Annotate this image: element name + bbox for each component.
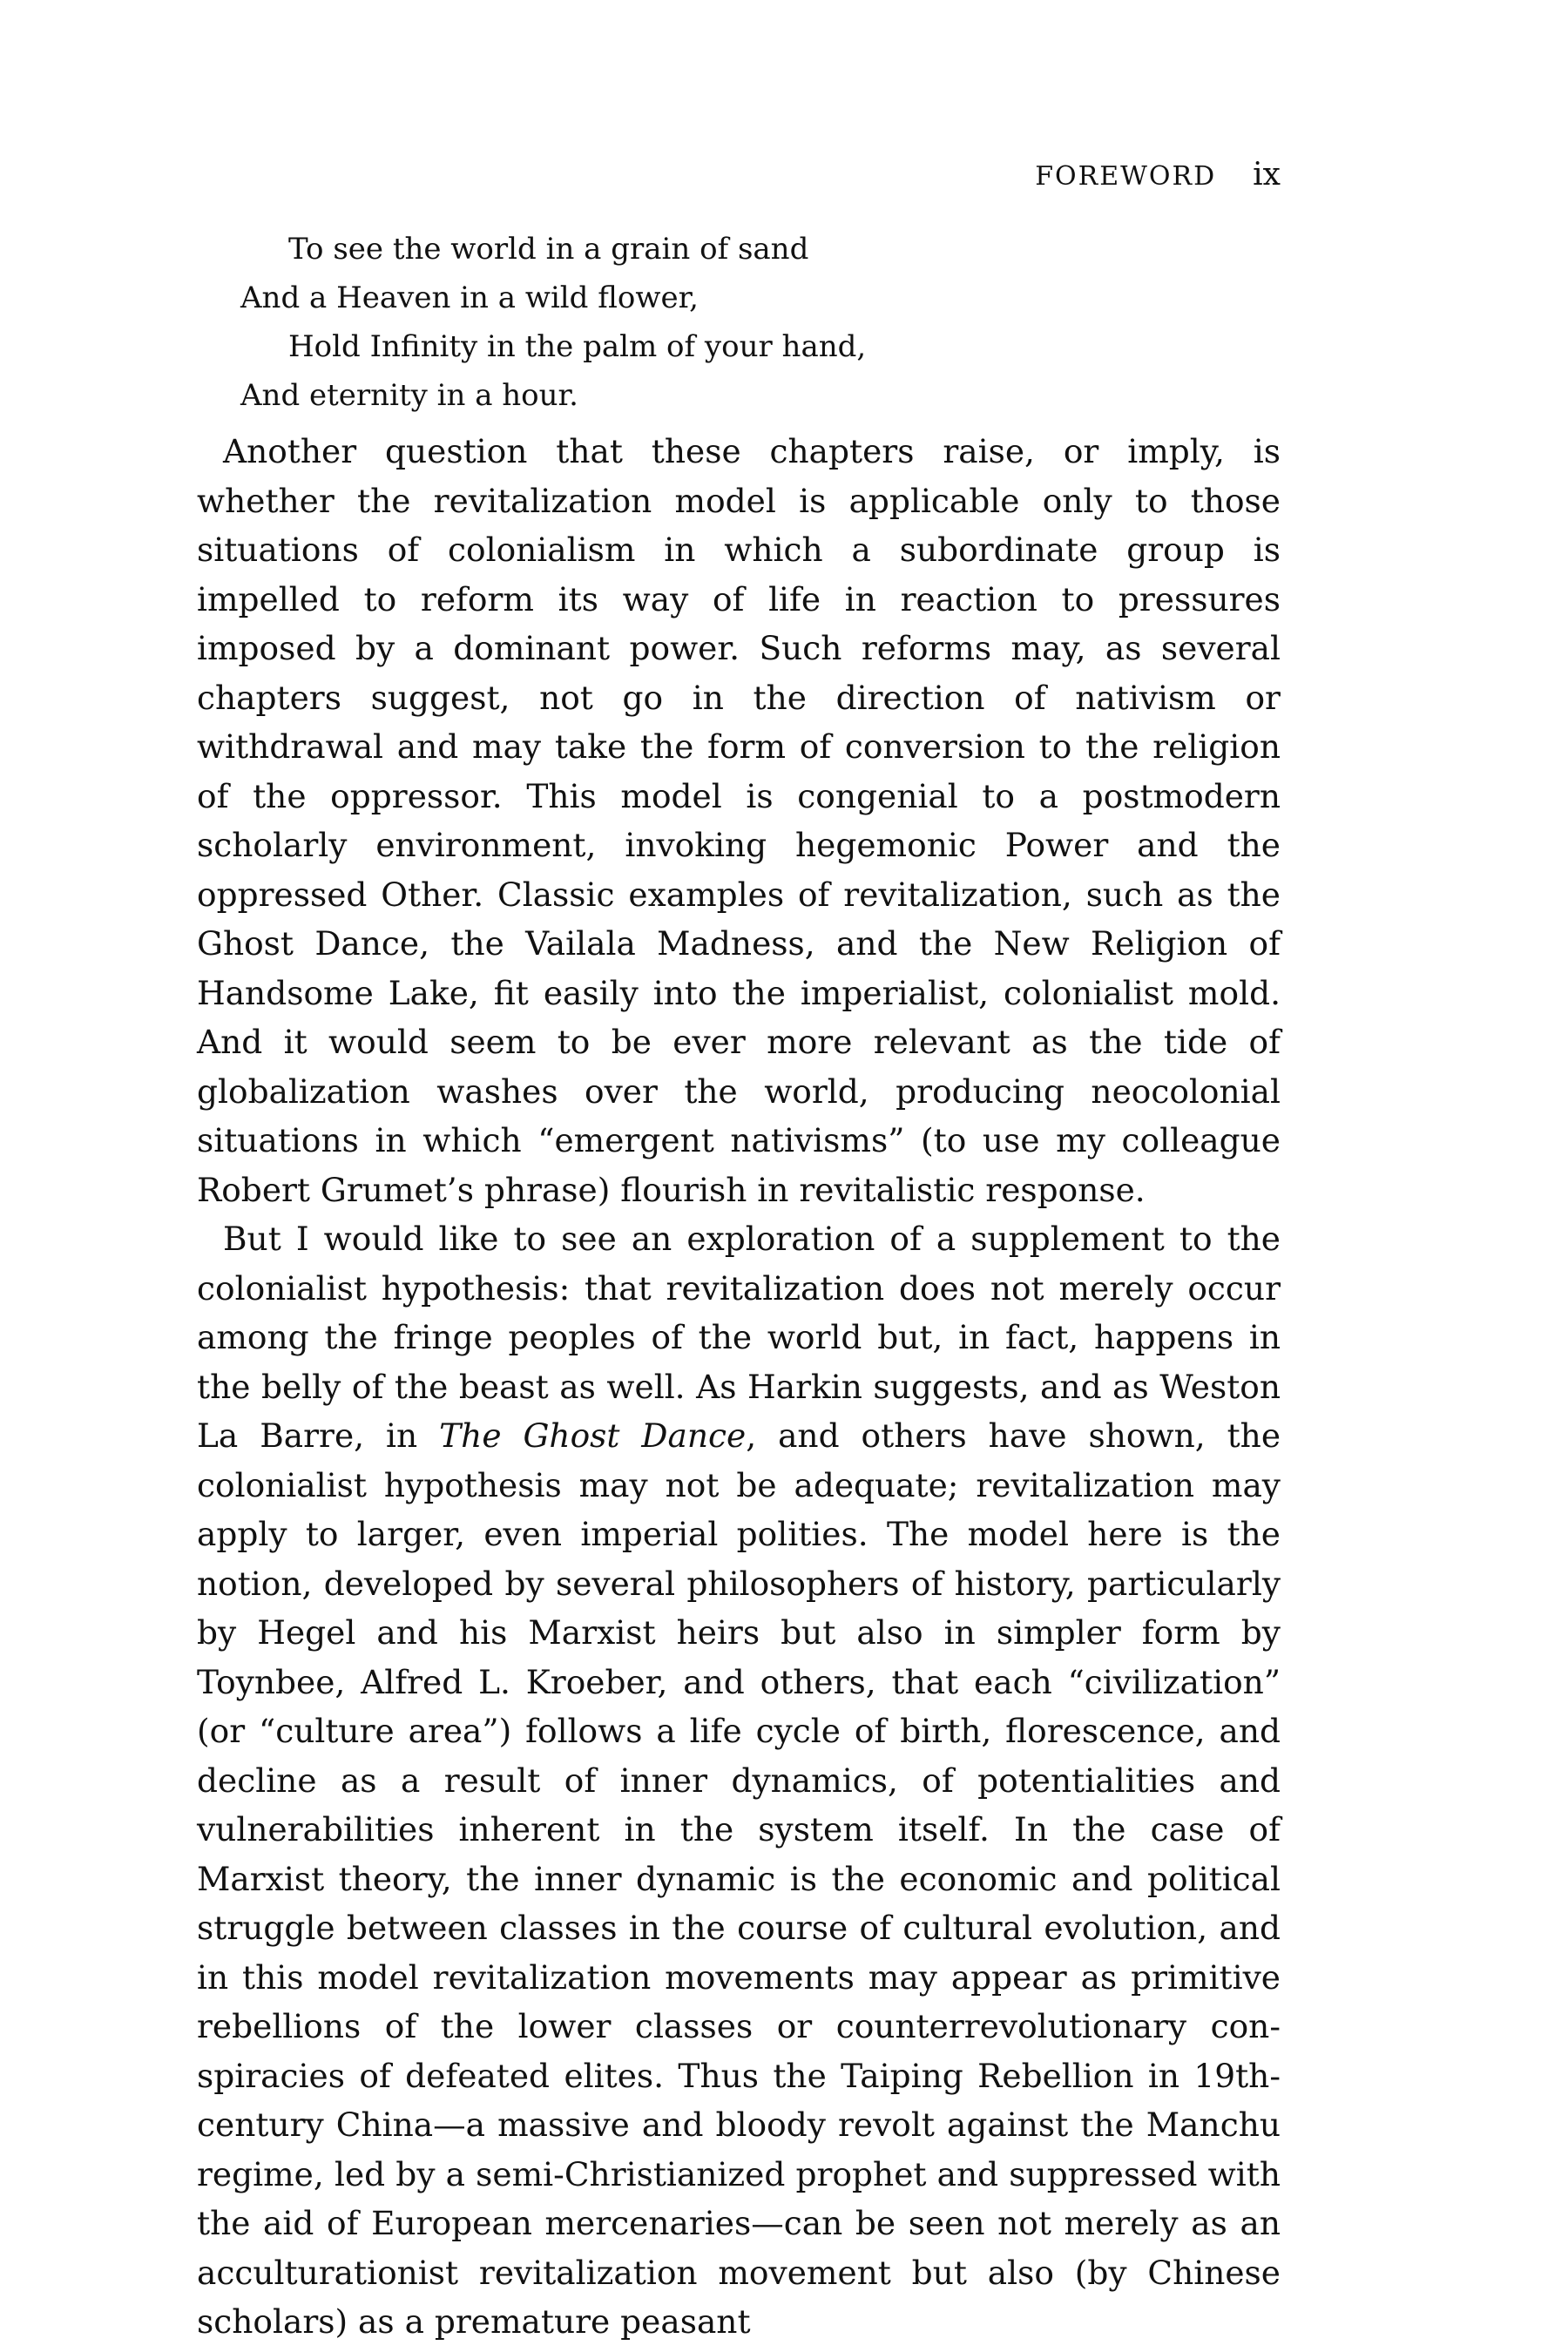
poem-epigraph <box>240 225 1286 420</box>
paragraph <box>197 1214 1281 2347</box>
paragraph: Another question that these chapters raise, or imply, is whether the revitalization model is applicable only to those situations of colonialism in which a subordinate group is impelled to reform its way of life in reaction to pressures imposed by a dominant power. Such reforms may, as several chapters suggest, not go in the direction of nativism or withdrawal and may take the form of conversion to the religion of the oppressor. This model is congenial to a postmodern scholarly environment, invoking hegemonic Power and the oppressed Other. Classic examples of revitalization, such as the Ghost Dance, the Vailala Madness, and the New Religion of Handsome Lake, fit easily into the imperialist, colonialist mold. And it would seem to be ever more relevant as the tide of globalization washes over the world, producing neocolonial situations in which “emergent nativisms” (to use my colleague Robert Grumet’s phrase) flourish in revitalistic response. <box>197 432 1281 1209</box>
body-text <box>197 427 1281 2347</box>
page-header <box>1035 157 1281 193</box>
running-head: FOREWORD <box>1035 161 1217 192</box>
poem-line: And eternity in a hour. <box>240 378 578 413</box>
poem-line: Hold Infinity in the palm of your hand, <box>288 329 867 364</box>
poem-line: To see the world in a grain of sand <box>288 232 809 267</box>
page-number: ix <box>1253 157 1281 193</box>
book-title: The Ghost Dance <box>439 1416 747 1455</box>
poem-line: And a Heaven in a wild flower, <box>240 280 699 315</box>
paragraph-text: But I would like to see an exploration of a supplement to the colonialist hypothesis: that revitalization does not merely occur among the fringe peoples of the world but, in fact, happens in the belly of the beast as well. As Harkin suggests, and as Weston La Barre, in <box>197 1220 1281 1455</box>
paragraph-text: , and others have shown, the colonialist hypothesis may not be adequate; revitalization may apply to larger, even imperial polities. The model here is the notion, developed by several philosophers of history, particularly by Hegel and his Marxist heirs but also in simpler form by Toynbee, Alfred L. Kroeber, and others, that each “civilization” (or “culture area”) follows a life cycle of birth, florescence, and decline as a result of inner dynamics, of potentialities and vulnerabilities inherent in the system itself. In the case of Marxist theory, the inner dynamic is the economic and political struggle between classes in the course of cultural evolution, and in this model revitalization movements may appear as primitive rebellions of the lower classes or counterrevolutionary conspiracies of defeated elites. Thus the Taiping Rebellion in 19th-century China—a massive and bloody revolt against the Manchu regime, led by a semi-Christianized prophet and suppressed with the aid of European mercenaries—can be seen not merely as an acculturationist revitalization movement but also (by Chinese scholars) as a premature peasant <box>197 1416 1281 2341</box>
